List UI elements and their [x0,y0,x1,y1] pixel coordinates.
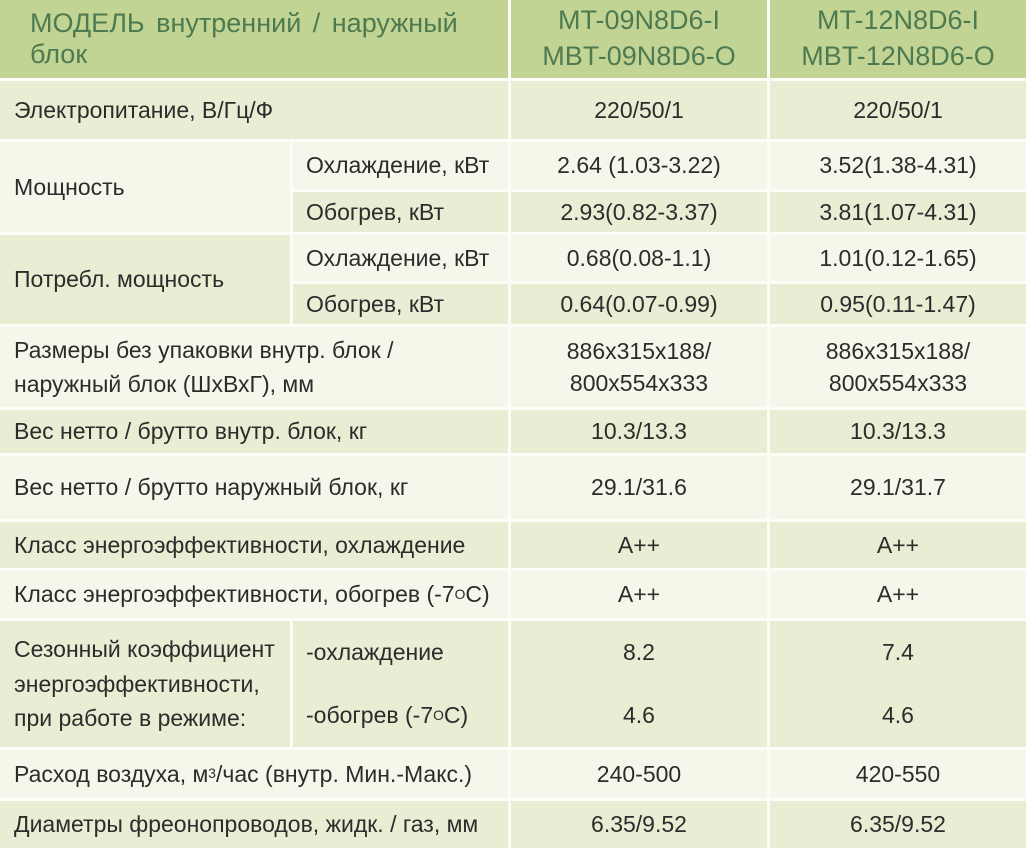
cell-value: 220/50/1 [511,81,767,139]
row-label: Размеры без упаковки внутр. блок / наружный блок (ШхВхГ), мм [0,327,508,407]
model-indoor-1: MT-09N8D6-I [557,5,721,36]
cell-value: 886х315х188/ 800х554х333 [511,327,767,407]
cell-value: A++ [770,571,1026,618]
cell-value: 4.6 [882,702,914,728]
cell-value: 7.4 [882,639,914,665]
row-sublabel-stack [293,621,508,747]
cell-value: 10.3/13.3 [511,410,767,453]
cell-value: 8.2 [623,639,655,665]
cell-value: 6.35/9.52 [770,801,1026,848]
cell-value: 6.35/9.52 [511,801,767,848]
row-sublabel: Обогрев, кВт [293,284,508,324]
row-label: Расход воздуха, м 3 /час (внутр. Мин.-Макс.) [0,750,508,798]
row-sublabel: Охлаждение, кВт [293,142,508,189]
row-label: Потребл. мощность [0,235,290,324]
row-sublabel: Обогрев, кВт [293,192,508,232]
cell-value: A++ [511,571,767,618]
table-header-model-label: МОДЕЛЬ внутренний / наружный блок [0,0,508,78]
table-header-column-1 [511,0,767,78]
row-label: Вес нетто / брутто внутр. блок, кг [0,410,508,453]
cell-value: 0.95(0.11-1.47) [770,284,1026,324]
model-indoor-2: MT-12N8D6-I [816,5,980,36]
row-sublabel: Охлаждение, кВт [293,235,508,281]
cell-value: 3.52(1.38-4.31) [770,142,1026,189]
row-label: Мощность [0,142,290,232]
row-label: Диаметры фреонопроводов, жидк. / газ, мм [0,801,508,848]
cell-value: 1.01(0.12-1.65) [770,235,1026,281]
cell-value: 29.1/31.6 [511,456,767,519]
cell-value: A++ [770,522,1026,568]
cell-value: 29.1/31.7 [770,456,1026,519]
cell-value: 220/50/1 [770,81,1026,139]
cell-value: 10.3/13.3 [770,410,1026,453]
cell-value-stack [770,621,1026,747]
cell-value: 240-500 [511,750,767,798]
row-label: Вес нетто / брутто наружный блок, кг [0,456,508,519]
row-sublabel: -обогрев (-7 О С) [306,702,469,728]
cell-value: 420-550 [770,750,1026,798]
cell-value: 0.68(0.08-1.1) [511,235,767,281]
row-sublabel: -охлаждение [306,639,444,665]
cell-value: 4.6 [623,702,655,728]
model-outdoor-2: MBT-12N8D6-O [801,41,995,71]
cell-value: 2.93(0.82-3.37) [511,192,767,232]
row-label: Класс энергоэффективности, охлаждение [0,522,508,568]
row-label: Класс энергоэффективности, обогрев (-7 О С) [0,571,508,618]
row-label: Сезонный коэффициент энергоэффективности, при работе в режиме: [0,621,290,747]
table-header-column-2 [770,0,1026,78]
cell-value: 2.64 (1.03-3.22) [511,142,767,189]
model-outdoor-1: MBT-09N8D6-O [542,41,736,71]
cell-value: 3.81(1.07-4.31) [770,192,1026,232]
cell-value: A++ [511,522,767,568]
cell-value-stack [511,621,767,747]
row-label: Электропитание, В/Гц/Ф [0,81,508,139]
cell-value: 0.64(0.07-0.99) [511,284,767,324]
cell-value: 886х315х188/ 800х554х333 [770,327,1026,407]
